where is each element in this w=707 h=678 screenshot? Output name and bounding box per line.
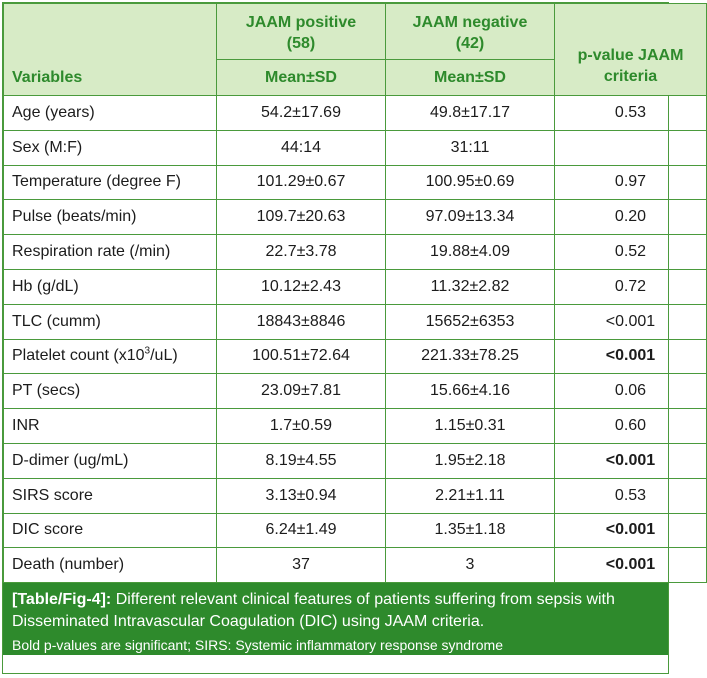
table-row [4, 304, 707, 339]
cell-jaam-negative: 2.21±1.11 [386, 478, 555, 513]
cell-p-value [555, 130, 707, 165]
cell-p-value: 0.72 [555, 269, 707, 304]
cell-p-value: 0.06 [555, 374, 707, 409]
cell-jaam-positive: 8.19±4.55 [217, 443, 386, 478]
variable-text: INR [12, 417, 40, 435]
cell-variable [4, 443, 217, 478]
clinical-features-table [3, 3, 707, 583]
cell-jaam-positive: 23.09±7.81 [217, 374, 386, 409]
variable-text: Platelet count (x10 [12, 347, 145, 365]
cell-jaam-negative: 15.66±4.16 [386, 374, 555, 409]
caption-label: [Table/Fig-4]: [12, 591, 112, 609]
header-p-value: p-value JAAM criteria [555, 4, 707, 96]
header-positive-mean-sd: Mean±SD [217, 60, 386, 96]
cell-p-value: 0.53 [555, 478, 707, 513]
header-variables: Variables [4, 4, 217, 96]
cell-jaam-positive: 10.12±2.43 [217, 269, 386, 304]
cell-jaam-positive: 1.7±0.59 [217, 409, 386, 444]
table-row [4, 165, 707, 200]
variable-text: D-dimer (ug/mL) [12, 451, 129, 469]
table-row [4, 200, 707, 235]
cell-jaam-positive: 6.24±1.49 [217, 513, 386, 548]
cell-jaam-positive: 3.13±0.94 [217, 478, 386, 513]
table-row [4, 548, 707, 583]
table-row [4, 513, 707, 548]
cell-jaam-positive: 109.7±20.63 [217, 200, 386, 235]
cell-variable [4, 130, 217, 165]
table-caption [3, 583, 668, 655]
table-figure [2, 2, 684, 674]
variable-text: Respiration rate (/min) [12, 243, 171, 261]
caption-note: Bold p-values are significant; SIRS: Systemic inflammatory response syndrome [12, 637, 503, 654]
cell-jaam-positive: 100.51±72.64 [217, 339, 386, 374]
cell-jaam-positive: 37 [217, 548, 386, 583]
cell-p-value: 0.60 [555, 409, 707, 444]
cell-jaam-negative: 1.15±0.31 [386, 409, 555, 444]
cell-variable [4, 409, 217, 444]
cell-variable [4, 478, 217, 513]
variable-text: DIC score [12, 521, 84, 539]
cell-p-value: <0.001 [555, 513, 707, 548]
variable-text: Temperature (degree F) [12, 173, 181, 191]
table-row [4, 96, 707, 131]
cell-p-value: 0.97 [555, 165, 707, 200]
cell-variable [4, 235, 217, 270]
cell-p-value: 0.52 [555, 235, 707, 270]
cell-jaam-negative: 3 [386, 548, 555, 583]
cell-variable [4, 304, 217, 339]
header-jaam-positive-title: JAAM positive [245, 14, 357, 31]
header-jaam-positive [217, 4, 386, 60]
caption-text [12, 589, 659, 633]
cell-jaam-negative: 221.33±78.25 [386, 339, 555, 374]
cell-jaam-positive: 44:14 [217, 130, 386, 165]
header-jaam-positive-n: (58) [286, 35, 316, 52]
cell-jaam-positive: 22.7±3.78 [217, 235, 386, 270]
cell-jaam-negative: 49.8±17.17 [386, 96, 555, 131]
cell-jaam-negative: 100.95±0.69 [386, 165, 555, 200]
variable-suffix: /uL) [150, 347, 178, 365]
table-row [4, 478, 707, 513]
table-row [4, 269, 707, 304]
table-row [4, 409, 707, 444]
cell-jaam-negative: 11.32±2.82 [386, 269, 555, 304]
variable-text: Age (years) [12, 103, 95, 121]
table-row [4, 339, 707, 374]
header-jaam-negative [386, 4, 555, 60]
table-row [4, 374, 707, 409]
cell-variable [4, 200, 217, 235]
variable-text: SIRS score [12, 486, 93, 504]
cell-variable [4, 513, 217, 548]
cell-jaam-positive: 101.29±0.67 [217, 165, 386, 200]
cell-jaam-negative: 31:11 [386, 130, 555, 165]
header-jaam-negative-title: JAAM negative [412, 14, 528, 31]
cell-p-value: <0.001 [555, 443, 707, 478]
variable-text: Pulse (beats/min) [12, 208, 137, 226]
table-header [4, 4, 707, 96]
table-row [4, 130, 707, 165]
variable-text: PT (secs) [12, 382, 81, 400]
cell-jaam-negative: 19.88±4.09 [386, 235, 555, 270]
cell-jaam-negative: 1.95±2.18 [386, 443, 555, 478]
cell-jaam-negative: 97.09±13.34 [386, 200, 555, 235]
cell-variable [4, 548, 217, 583]
header-negative-mean-sd: Mean±SD [386, 60, 555, 96]
cell-jaam-negative: 1.35±1.18 [386, 513, 555, 548]
cell-p-value: <0.001 [555, 304, 707, 339]
variable-text: Death (number) [12, 556, 125, 574]
table-row [4, 235, 707, 270]
cell-jaam-positive: 54.2±17.69 [217, 96, 386, 131]
cell-variable [4, 374, 217, 409]
cell-jaam-negative: 15652±6353 [386, 304, 555, 339]
table-row [4, 443, 707, 478]
cell-p-value: 0.20 [555, 200, 707, 235]
caption-description: Different relevant clinical features of patients suffering from sepsis with Disseminated Intravascular Coagulation (DIC) using JAAM criteria. [12, 591, 615, 631]
header-jaam-negative-n: (42) [455, 35, 485, 52]
variable-text: Sex (M:F) [12, 138, 83, 156]
variable-text: Hb (g/dL) [12, 277, 79, 295]
cell-variable [4, 165, 217, 200]
cell-variable [4, 269, 217, 304]
cell-jaam-positive: 18843±8846 [217, 304, 386, 339]
table-body [4, 96, 707, 583]
cell-p-value: 0.53 [555, 96, 707, 131]
cell-p-value: <0.001 [555, 339, 707, 374]
cell-p-value: <0.001 [555, 548, 707, 583]
variable-superscript: 3 [144, 346, 151, 358]
cell-variable [4, 339, 217, 374]
variable-text: TLC (cumm) [12, 312, 101, 330]
cell-variable [4, 96, 217, 131]
